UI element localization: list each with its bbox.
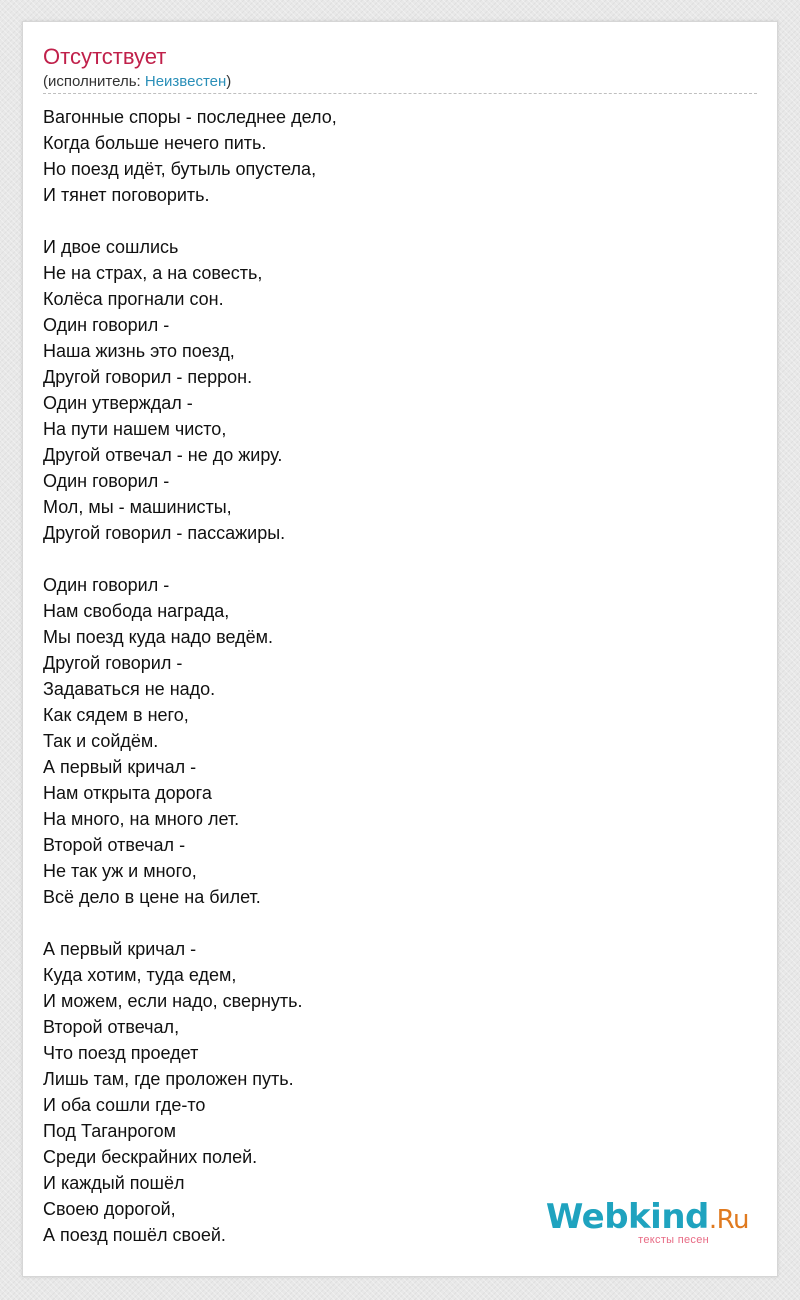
webkind-logo[interactable] — [545, 1197, 749, 1248]
lyric-line: Задаваться не надо. — [43, 679, 216, 699]
lyric-line: А первый кричал - — [43, 757, 197, 777]
lyric-line: Другой отвечал - не до жиру. — [43, 445, 283, 465]
lyric-line: И двое сошлись — [43, 237, 179, 257]
lyric-line: Другой говорил - пассажиры. — [43, 523, 286, 543]
artist-suffix: ) — [226, 73, 232, 90]
lyric-line: Один утверждал - — [43, 393, 193, 413]
lyric-line: Когда больше нечего пить. — [43, 133, 267, 153]
lyrics-stanza — [43, 234, 743, 546]
lyric-line: Второй отвечал, — [43, 1017, 180, 1037]
lyric-line: Так и сойдём. — [43, 731, 159, 751]
logo-domain: .Ru — [708, 1205, 749, 1235]
lyric-line: Один говорил - — [43, 471, 170, 491]
lyric-line: Под Таганрогом — [43, 1121, 176, 1141]
lyric-line: Что поезд проедет — [43, 1043, 199, 1063]
lyric-line: Куда хотим, туда едем, — [43, 965, 237, 985]
lyric-line: Нам свобода награда, — [43, 601, 230, 621]
lyric-line: Но поезд идёт, бутыль опустела, — [43, 159, 317, 179]
lyric-line: И можем, если надо, свернуть. — [43, 991, 303, 1011]
lyric-line: Лишь там, где проложен путь. — [43, 1069, 294, 1089]
lyric-line: Наша жизнь это поезд, — [43, 341, 235, 361]
lyric-line: Мы поезд куда надо ведём. — [43, 627, 273, 647]
lyric-line: Мол, мы - машинисты, — [43, 497, 232, 517]
lyric-line: Второй отвечал - — [43, 835, 186, 855]
lyric-line: А первый кричал - — [43, 939, 197, 959]
lyric-line: Не на страх, а на совесть, — [43, 263, 263, 283]
lyric-line: Вагонные споры - последнее дело, — [43, 107, 337, 127]
lyric-line: Колёса прогнали сон. — [43, 289, 224, 309]
lyric-line: Нам открыта дорога — [43, 783, 212, 803]
lyric-line: Один говорил - — [43, 315, 170, 335]
lyric-line: И тянет поговорить. — [43, 185, 210, 205]
lyric-line: Своею дорогой, — [43, 1199, 176, 1219]
lyric-line: Другой говорил - перрон. — [43, 367, 253, 387]
lyrics-card — [22, 21, 778, 1277]
lyric-line: Один говорил - — [43, 575, 170, 595]
lyric-line: Среди бескрайних полей. — [43, 1147, 258, 1167]
lyric-line: И каждый пошёл — [43, 1173, 185, 1193]
lyric-line: Всё дело в цене на билет. — [43, 887, 261, 907]
lyric-line: А поезд пошёл своей. — [43, 1225, 226, 1245]
lyric-line: Другой говорил - — [43, 653, 183, 673]
lyric-line: Как сядем в него, — [43, 705, 189, 725]
artist-line — [43, 73, 231, 91]
logo-name: Webkind — [545, 1197, 709, 1237]
artist-link[interactable]: Неизвестен — [144, 73, 227, 90]
song-title: Отсутствует — [43, 44, 167, 69]
lyrics-body — [43, 104, 743, 1248]
lyrics-stanza — [43, 572, 743, 910]
lyric-line: На много, на много лет. — [43, 809, 240, 829]
artist-prefix: (исполнитель: — [43, 73, 145, 90]
header-divider — [43, 93, 757, 94]
lyric-line: Не так уж и много, — [43, 861, 197, 881]
lyric-line: На пути нашем чисто, — [43, 419, 227, 439]
lyric-line: И оба сошли где-то — [43, 1095, 206, 1115]
lyrics-stanza — [43, 104, 743, 208]
logo-wordmark — [546, 1198, 749, 1239]
logo-tagline: тексты песен — [638, 1234, 709, 1246]
